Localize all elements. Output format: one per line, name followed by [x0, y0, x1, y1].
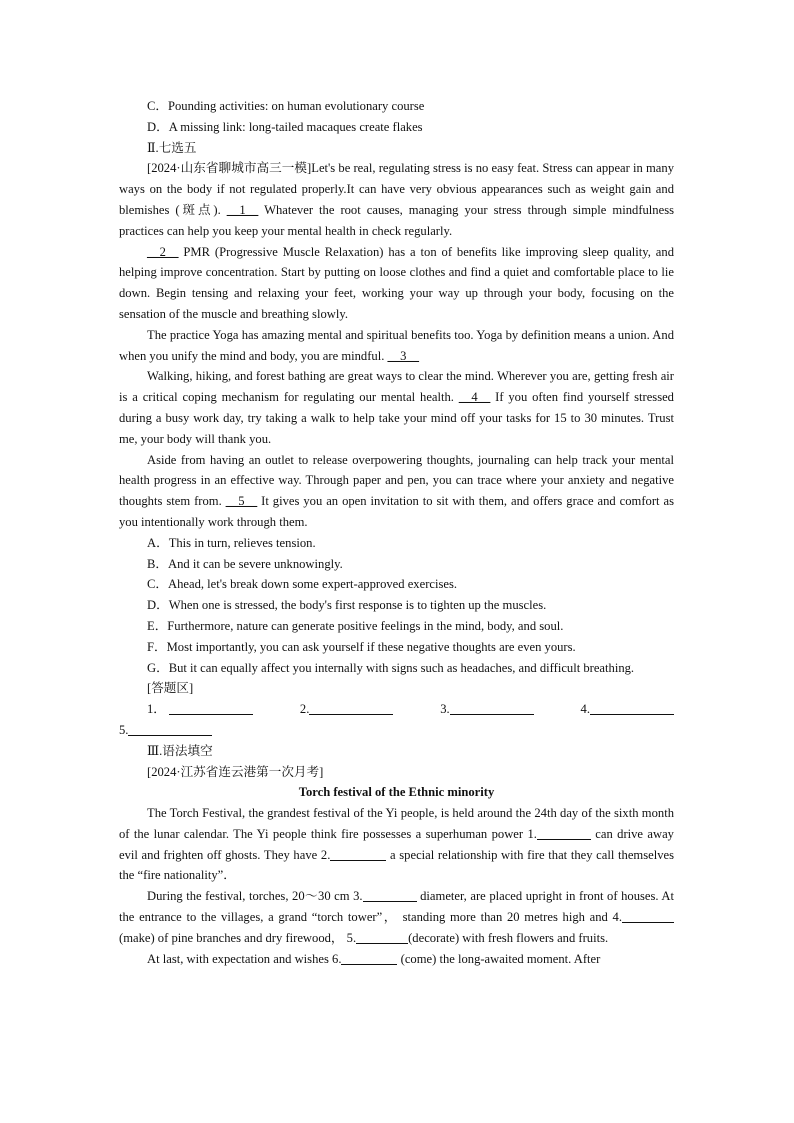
fill-blank-5[interactable] [356, 930, 408, 944]
section-heading-grammar: Ⅲ.语法填空 [147, 743, 213, 758]
answer-slot-3[interactable]: 3. [440, 699, 533, 720]
passage-paragraph-5: Aside from having an outlet to release overpowering thoughts, journaling can help track your mental health progress in an effective way. Through paper and pen, you can trace where your anxiety and negative thoughts stem from. __5__ It gives you an open invitation to sit with them, and offers grace and comfort as you intentionally work through them. [119, 452, 674, 529]
grammar-paragraph-2: During the festival, torches, 20～30 cm 3. diameter, are placed upright in front of houses. At the entrance to the villages, a grand “torch tower”， standing more than 20 metres high and 4. (make) of pine branches and dry firewood， 5. (decorate) with fresh flowers and fruits. [119, 889, 674, 945]
fill-blank-1[interactable] [537, 826, 591, 840]
passage-title: Torch festival of the Ethnic minority [298, 785, 495, 800]
answer-line[interactable] [590, 701, 674, 715]
fill-blank-6[interactable] [341, 951, 397, 965]
passage-paragraph-2: __2__ PMR (Progressive Muscle Relaxation) has a ton of benefits like improving sleep quality, and helping improve concentration. Start by putting on loose clothes and find a quiet and comfortable place to lie down. Begin tensing and relaxing your feet, working your way up through your body, focusing on the sensation of the muscle and breathing slowly. [119, 244, 674, 321]
answer-row [119, 699, 674, 720]
blank-3: __3__ [387, 348, 419, 363]
passage-paragraph-3: The practice Yoga has amazing mental and spiritual benefits too. Yoga by definition means a union. And when you unify the mind and body, you are mindful. __3__ [119, 327, 674, 363]
answer-slot-2[interactable]: 2. [300, 699, 393, 720]
grammar-paragraph-1: The Torch Festival, the grandest festival of the Yi people, is held around the 24th day of the sixth month of the lunar calendar. The Yi people think fire possesses a superhuman power 1. can drive away evil and frighten off ghosts. They have 2. a special relationship with fire that they call themselves the “fire nationality”． [119, 806, 674, 883]
answer-slot-5[interactable]: 5. [119, 720, 674, 741]
option-e: E．Furthermore, nature can generate positive feelings in the mind, body, and soul. [147, 618, 564, 633]
option-c-previous: C．Pounding activities: on human evolutionary course [147, 99, 425, 113]
option-b: B．And it can be severe unknowingly. [147, 556, 343, 571]
blank-4: __4__ [458, 390, 491, 405]
answer-line[interactable] [128, 722, 212, 736]
section-heading-seven-five: Ⅱ.七选五 [147, 140, 197, 155]
option-d: D．When one is stressed, the body's first response is to tighten up the muscles. [147, 598, 547, 613]
fill-blank-3[interactable] [363, 888, 417, 902]
answer-slot-4[interactable]: 4. [581, 699, 674, 720]
answer-line[interactable] [169, 701, 253, 715]
option-d-previous: D．A missing link: long-tailed macaques create flakes [147, 119, 423, 134]
option-c: C．Ahead, let's break down some expert-approved exercises. [147, 577, 458, 592]
grammar-paragraph-3: At last, with expectation and wishes 6. (come) the long-awaited moment. After [147, 951, 601, 966]
fill-blank-2[interactable] [330, 847, 386, 861]
document-page [119, 96, 674, 969]
option-a: A．This in turn, relieves tension. [147, 535, 316, 550]
answer-line[interactable] [309, 701, 393, 715]
grammar-source: [2024·江苏省连云港第一次月考] [147, 764, 324, 779]
fill-blank-4[interactable] [622, 909, 674, 923]
source-label: [2024·山东省聊城市高三一模] [147, 161, 312, 176]
answer-area-label: [答题区] [147, 681, 194, 696]
option-f: F．Most importantly, you can ask yourself if these negative thoughts are even yours. [147, 639, 576, 654]
blank-1: __1__ [226, 202, 259, 217]
passage-paragraph-1: [2024·山东省聊城市高三一模]Let's be real, regulating stress is no easy feat. Stress can appear in many ways on the body if not regulated properly.It can have very obvious appearances such as weight gain and blemishes (斑点). __1__ Whatever the root causes, managing your stress through simple mindfulness practices can help you keep your mental health in check regularly. [119, 161, 674, 238]
passage-paragraph-4: Walking, hiking, and forest bathing are great ways to clear the mind. Wherever you are, getting fresh air is a critical coping mechanism for regulating our mental health. __4__ If you often find yourself stressed during a busy work day, try taking a walk to help take your mind off your tasks for 15 to 30 minutes. Trust me, your body will thank you. [119, 369, 674, 446]
answer-line[interactable] [450, 701, 534, 715]
blank-5: __5__ [225, 494, 258, 509]
blank-2: __2__ [147, 244, 179, 259]
option-g: G．But it can equally affect you internally with signs such as headaches, and difficult breathing. [147, 660, 635, 675]
answer-slot-1[interactable]: 1． [147, 699, 253, 720]
